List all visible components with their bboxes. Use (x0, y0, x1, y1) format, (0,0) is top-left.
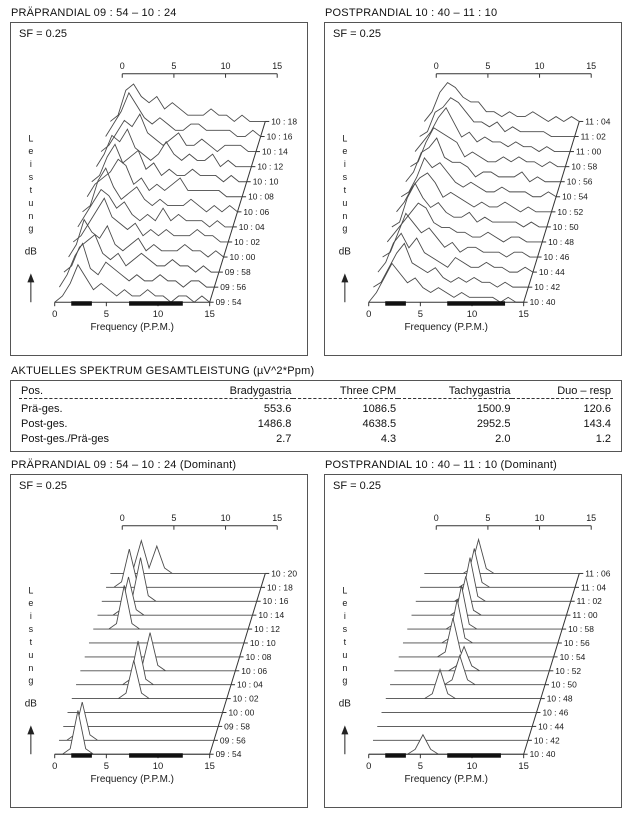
sf-label: SF = 0.25 (19, 480, 68, 492)
time-label: 10 : 58 (571, 161, 598, 172)
y-axis-letter: s (342, 172, 348, 183)
y-axis-letter: g (28, 675, 34, 686)
back-x-tick-label: 0 (119, 60, 125, 71)
spectrum-trace (420, 98, 575, 137)
spectrum-trace (110, 84, 265, 121)
spectrum-trace (69, 220, 224, 257)
y-axis-letter: L (28, 585, 34, 596)
time-label: 10 : 54 (562, 191, 588, 202)
y-axis-letter: s (28, 624, 34, 635)
time-label: 10 : 40 (529, 297, 556, 308)
time-label: 10 : 14 (258, 610, 285, 621)
y-axis-letter: s (28, 172, 34, 183)
y-axis-letter: n (28, 662, 34, 673)
time-label: 10 : 04 (237, 679, 263, 690)
value-cell: 120.6 (583, 403, 611, 415)
x-tick-label: 5 (417, 760, 423, 772)
praeprandial-total-panel (10, 22, 308, 356)
time-label: 11 : 06 (585, 568, 611, 579)
x-tick-label: 10 (466, 308, 478, 320)
praeprandial-dominant-chart (11, 475, 307, 805)
time-label: 10 : 52 (555, 665, 582, 676)
x-tick-label: 15 (204, 760, 215, 772)
panel-title-praeprandial-dominant: PRÄPRANDIAL 09 : 54 – 10 : 24 (Dominant) (11, 459, 237, 471)
back-x-tick-label: 0 (119, 512, 125, 523)
time-label: 10 : 08 (245, 651, 272, 662)
postprandial-total-chart (325, 23, 621, 353)
sf-label: SF = 0.25 (333, 28, 382, 40)
value-cell: 553.6 (263, 403, 292, 415)
value-cell: 1500.9 (476, 403, 511, 415)
spectrum-table-section (10, 365, 622, 452)
time-label: 10 : 42 (533, 735, 560, 746)
back-x-tick-label: 0 (433, 60, 439, 71)
spectrum-trace (403, 599, 558, 643)
y-axis-letter: u (28, 197, 34, 208)
back-x-tick-label: 15 (272, 512, 283, 523)
x-tick-label: 10 (466, 760, 478, 772)
spectrum-trace (410, 128, 565, 167)
time-label: 10 : 12 (257, 161, 284, 172)
frequency-band-marker (385, 301, 406, 305)
x-tick-label: 0 (52, 308, 58, 320)
column-header: Tachygastria (398, 383, 512, 399)
spectrum-table (10, 380, 622, 452)
back-x-tick-label: 10 (220, 60, 231, 71)
time-label: 10 : 02 (234, 236, 260, 247)
x-tick-label: 5 (103, 308, 109, 320)
row-label: Post-ges. (21, 418, 68, 430)
spectrum-trace (369, 735, 524, 754)
y-axis-letter: L (28, 133, 34, 144)
spectrum-table-title: AKTUELLES SPEKTRUM GESAMTLEISTUNG (µV^2*Ppm) (11, 365, 315, 377)
x-tick-label: 10 (152, 308, 164, 320)
spectrum-trace (369, 263, 524, 302)
y-axis-letter: t (343, 184, 347, 195)
time-label: 10 : 50 (551, 679, 577, 690)
spectrum-trace (55, 711, 210, 755)
y-axis-letter: e (28, 146, 34, 157)
time-label: 10 : 12 (254, 624, 280, 635)
x-tick-label: 0 (366, 760, 372, 772)
spectrum-trace (383, 213, 538, 257)
x-tick-label: 10 (152, 760, 164, 772)
y-axis-letter: u (342, 197, 348, 208)
back-x-tick-label: 10 (534, 60, 545, 71)
column-header: Bradygastria (179, 383, 293, 399)
x-tick-label: 5 (417, 308, 423, 320)
row-label: Post-ges./Prä-ges (21, 433, 110, 445)
spectrum-trace (387, 203, 542, 242)
time-label: 10 : 02 (232, 693, 259, 704)
x-tick-label: 15 (518, 760, 529, 772)
frequency-band-marker (71, 301, 92, 305)
time-label: 10 : 06 (243, 206, 270, 217)
x-tick-label: 15 (204, 308, 215, 320)
y-axis-letter: t (29, 184, 33, 195)
back-x-tick-label: 15 (272, 60, 283, 71)
postprandial-dominant-panel (324, 474, 622, 808)
back-x-tick-label: 15 (586, 512, 597, 523)
postprandial-total-panel (324, 22, 622, 356)
time-label: 10 : 56 (563, 637, 590, 648)
sf-label: SF = 0.25 (333, 480, 382, 492)
y-axis-letter: u (342, 649, 348, 660)
time-label: 11 : 00 (575, 146, 602, 157)
time-label: 10 : 08 (248, 191, 274, 202)
x-axis-label: Frequency (P.P.M.) (90, 774, 174, 786)
time-label: 10 : 20 (271, 568, 298, 579)
frequency-band-marker (71, 753, 92, 757)
postprandial-dominant-chart (325, 475, 621, 805)
spectrum-trace (55, 265, 210, 302)
y-axis-letter: g (342, 223, 348, 234)
spectrum-trace (415, 108, 570, 152)
time-label: 10 : 14 (261, 146, 288, 157)
time-label: 11 : 02 (580, 131, 606, 142)
time-label: 09 : 58 (224, 267, 251, 278)
waterfall-plot (25, 513, 298, 785)
spectrum-trace (83, 168, 238, 212)
spectrum-trace (392, 183, 547, 227)
top-chart-row (10, 6, 622, 356)
back-x-tick-label: 5 (485, 60, 491, 71)
y-axis-letter: g (28, 223, 34, 234)
bottom-chart-row (10, 458, 622, 808)
frequency-band-marker (129, 301, 183, 305)
time-label: 10 : 42 (534, 282, 561, 293)
row-label: Prä-ges. (21, 403, 63, 415)
spectrum-trace (80, 633, 235, 671)
time-label: 10 : 56 (566, 176, 593, 187)
table-row (19, 399, 613, 417)
time-label: 10 : 06 (241, 665, 268, 676)
y-axis-letter: i (343, 159, 346, 170)
y-axis-letter: e (28, 598, 34, 609)
time-label: 10 : 46 (543, 252, 570, 263)
time-label: 10 : 18 (271, 116, 298, 127)
y-axis-letter: u (28, 649, 34, 660)
waterfall-plot (339, 61, 611, 333)
y-axis-letter: e (342, 146, 348, 157)
time-label: 11 : 02 (576, 596, 602, 607)
spectrum-trace (78, 189, 233, 226)
frequency-band-marker (447, 753, 501, 757)
waterfall-plot (25, 61, 298, 333)
y-axis-unit: dB (24, 698, 37, 710)
spectrum-trace (93, 585, 248, 629)
x-axis-label: Frequency (P.P.M.) (404, 322, 488, 334)
time-label: 09 : 56 (219, 735, 246, 746)
column-header: Three CPM (293, 383, 398, 399)
spectrum-trace (424, 539, 579, 573)
y-axis-letter: i (29, 159, 32, 170)
frequency-band-marker (447, 301, 505, 305)
sf-label: SF = 0.25 (19, 28, 68, 40)
y-axis-letter: t (343, 636, 347, 647)
time-label: 10 : 10 (252, 176, 279, 187)
time-label: 11 : 04 (580, 582, 607, 593)
back-x-tick-label: 10 (220, 512, 231, 523)
y-axis-unit: dB (338, 246, 351, 258)
panel-title-praeprandial-total: PRÄPRANDIAL 09 : 54 – 10 : 24 (11, 7, 177, 19)
value-cell: 1.2 (595, 433, 611, 445)
back-x-tick-label: 5 (171, 512, 177, 523)
x-tick-label: 0 (366, 308, 372, 320)
spectrum-trace (378, 233, 533, 272)
time-label: 10 : 00 (229, 252, 256, 263)
y-axis-letter: L (342, 585, 348, 596)
time-label: 10 : 40 (529, 749, 556, 760)
frequency-band-marker (129, 753, 183, 757)
y-axis-letter: s (342, 624, 348, 635)
y-axis-letter: t (29, 636, 33, 647)
x-axis-label: Frequency (P.P.M.) (90, 322, 174, 334)
y-axis-letter: i (343, 611, 346, 622)
back-x-tick-label: 10 (534, 512, 545, 523)
spectrum-trace (394, 647, 549, 671)
y-axis-letter: n (342, 662, 348, 673)
spectrum-trace (92, 144, 247, 181)
x-axis-label: Frequency (P.P.M.) (404, 774, 488, 786)
value-cell: 1086.5 (362, 403, 397, 415)
panel-title-postprandial-dominant: POSTPRANDIAL 10 : 40 – 11 : 10 (Dominant) (325, 459, 557, 471)
table-row (19, 416, 613, 431)
time-label: 10 : 48 (546, 693, 573, 704)
waterfall-plot (339, 513, 611, 785)
time-label: 11 : 04 (585, 116, 611, 127)
y-axis-letter: g (342, 675, 348, 686)
time-label: 09 : 56 (220, 282, 247, 293)
spectrum-trace (401, 158, 556, 197)
column-header: Duo – resp (512, 383, 613, 399)
time-label: 10 : 04 (238, 221, 265, 232)
time-label: 10 : 48 (548, 236, 574, 247)
back-x-tick-label: 5 (171, 60, 177, 71)
y-axis-unit: dB (24, 246, 37, 258)
x-tick-label: 5 (103, 760, 109, 772)
back-x-tick-label: 0 (433, 512, 439, 523)
panel-title-postprandial-total: POSTPRANDIAL 10 : 40 – 11 : 10 (325, 7, 498, 19)
value-cell: 2.0 (495, 433, 511, 445)
column-header: Pos. (19, 383, 179, 399)
time-label: 10 : 44 (538, 721, 564, 732)
time-label: 10 : 18 (266, 582, 293, 593)
y-axis-letter: n (342, 210, 348, 221)
y-axis-letter: i (29, 611, 32, 622)
spectrum-trace (416, 558, 571, 602)
spectrum-trace (420, 549, 575, 588)
y-axis-letter: L (342, 133, 348, 144)
time-label: 10 : 16 (262, 596, 289, 607)
time-label: 10 : 58 (568, 624, 594, 635)
value-cell: 1486.8 (257, 418, 292, 430)
time-label: 10 : 54 (559, 651, 586, 662)
back-x-tick-label: 5 (485, 512, 491, 523)
value-cell: 143.4 (583, 418, 611, 430)
time-label: 10 : 52 (557, 206, 584, 217)
x-tick-label: 15 (518, 308, 529, 320)
y-axis-letter: e (342, 598, 348, 609)
praeprandial-dominant-panel (10, 474, 308, 808)
spectrum-trace (412, 576, 567, 615)
x-tick-label: 0 (52, 760, 58, 772)
spectrum-trace (64, 235, 219, 272)
spectrum-trace (407, 585, 562, 629)
spectrum-trace (373, 243, 528, 287)
time-label: 09 : 54 (215, 297, 242, 308)
y-axis-letter: n (28, 210, 34, 221)
back-x-tick-label: 15 (586, 60, 597, 71)
spectrum-trace (399, 618, 554, 657)
time-label: 10 : 16 (266, 131, 293, 142)
time-label: 10 : 10 (249, 637, 276, 648)
table-row (19, 431, 613, 446)
value-cell: 4.3 (380, 433, 397, 445)
time-label: 11 : 00 (572, 610, 598, 621)
time-label: 10 : 00 (228, 707, 255, 718)
frequency-band-marker (385, 753, 406, 757)
praeprandial-total-chart (11, 23, 307, 353)
y-axis-unit: dB (338, 698, 351, 710)
value-cell: 2952.5 (476, 418, 511, 430)
time-label: 09 : 54 (215, 749, 242, 760)
time-label: 09 : 58 (224, 721, 250, 732)
value-cell: 2.7 (276, 433, 292, 445)
time-label: 10 : 44 (538, 267, 565, 278)
spectrum-trace (106, 93, 261, 137)
time-label: 10 : 50 (552, 221, 579, 232)
spectrum-values-table (19, 383, 613, 446)
time-label: 10 : 46 (542, 707, 569, 718)
value-cell: 4638.5 (362, 418, 397, 430)
